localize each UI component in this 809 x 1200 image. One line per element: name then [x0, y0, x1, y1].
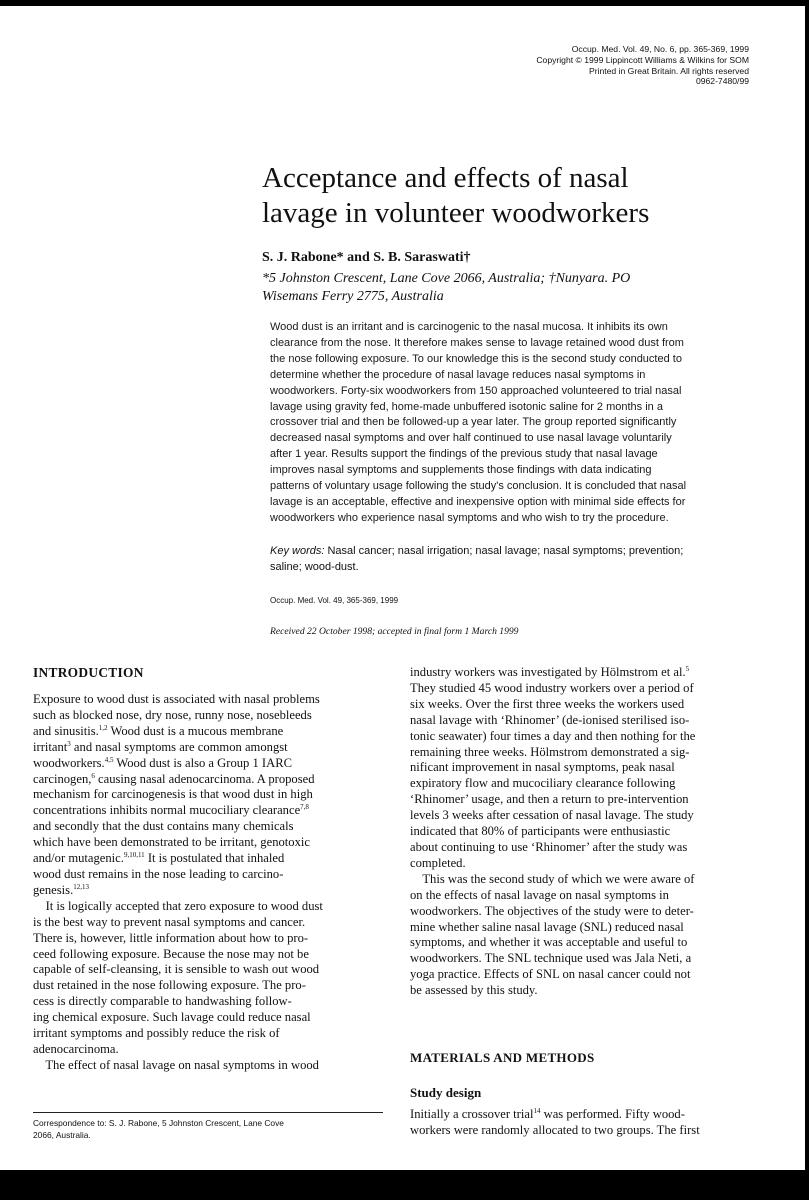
line-text: ing chemical exposure. Such lavage could reduce nasal	[33, 1010, 311, 1025]
text-line	[410, 935, 758, 951]
study-design-text	[410, 1107, 758, 1139]
issn-line: 0962-7480/99	[695, 76, 749, 87]
abstract-line: clearance from the nose. It therefore makes sense to lavage retained wood dust from	[270, 336, 684, 349]
scan-border-right	[805, 0, 809, 1200]
text-line	[33, 1026, 383, 1042]
abstract-line: improves nasal symptoms and supplements those findings with data indicating	[270, 464, 652, 477]
line-text: remaining three weeks. Hölmstrom demonstrated a sig-	[410, 744, 690, 759]
text-line	[33, 915, 383, 931]
keywords-line	[270, 544, 760, 560]
scan-border-bottom	[0, 1170, 809, 1200]
line-text: Initially a crossover trial	[410, 1107, 534, 1121]
text-line	[410, 697, 758, 713]
line-text: symptoms, and whether it was acceptable and useful to	[410, 935, 688, 950]
citation-superscript: 12,13	[73, 882, 89, 891]
line-text-cont: Wood dust is also a Group 1 IARC	[113, 755, 293, 770]
line-text: and sinusitis.	[33, 723, 99, 738]
paper-title	[262, 161, 762, 231]
text-line	[33, 994, 383, 1010]
text-line	[410, 1107, 758, 1123]
line-text: They studied 45 wood industry workers over a period of	[410, 680, 694, 695]
line-text: It is logically accepted that zero exposure to wood dust	[33, 898, 323, 913]
line-text: which have been demonstrated to be irritant, genotoxic	[33, 835, 310, 850]
keywords-text: Nasal cancer; nasal irrigation; nasal lavage; nasal symptoms; prevention;	[324, 545, 684, 557]
left-column-text	[33, 692, 383, 1074]
line-text: irritant	[33, 739, 68, 754]
text-line	[410, 856, 758, 872]
line-text: genesis.	[33, 882, 74, 897]
line-text-cont: causing nasal adenocarcinoma. A proposed	[94, 771, 315, 786]
line-text: indicated that 80% of participants were enthusiastic	[410, 824, 671, 839]
author-list: S. J. Rabone* and S. B. Saraswati†	[262, 250, 471, 265]
line-text: wood dust remains in the nose leading to carcino-	[33, 866, 284, 881]
subsection-heading-study-design: Study design	[410, 1085, 482, 1100]
keywords-line: saline; wood-dust.	[270, 560, 359, 573]
abstract-line: decreased nasal symptoms and over half continued to use nasal lavage voluntarily	[270, 432, 672, 445]
text-line	[410, 776, 758, 792]
abstract-line: the nose following exposure. To our knowledge this is the second study conducted to	[270, 352, 682, 365]
line-text: woodworkers.	[33, 755, 105, 770]
line-text: and secondly that the dust contains many chemicals	[33, 819, 294, 834]
citation-superscript: 4,5	[104, 755, 114, 764]
text-line	[410, 1123, 758, 1139]
line-text: ‘Rhinomer’ usage, and then a return to pre-intervention	[410, 792, 689, 807]
line-text: woodworkers. The SNL technique used was Jala Neti, a	[410, 951, 692, 966]
text-line	[33, 962, 383, 978]
abstract-line: lavage using gravity fed, home-made unbuffered isotonic saline for 2 months in a	[270, 400, 663, 413]
copyright-line: Copyright © 1999 Lippincott Williams & Wilkins for SOM	[536, 54, 749, 65]
citation: Occup. Med. Vol. 49, 365-369, 1999	[270, 596, 399, 605]
title-line: lavage in volunteer woodworkers	[262, 197, 650, 229]
title-line: Acceptance and effects of nasal	[262, 162, 629, 194]
abstract-line: lavage is an acceptable, effective and inexpensive option with minimal side effects for	[270, 495, 686, 508]
text-line	[33, 867, 383, 883]
text-line	[33, 883, 383, 899]
line-text: about continuing to use ‘Rhinomer’ after the study was	[410, 839, 688, 854]
line-text: expiratory flow and mucociliary clearance following	[410, 776, 676, 791]
text-line	[33, 756, 383, 772]
line-text: There is, however, little information about how to pro-	[33, 930, 309, 945]
received-dates: Received 22 October 1998; accepted in final form 1 March 1999	[270, 626, 519, 637]
keywords-label: Key words:	[270, 545, 325, 557]
line-text: completed.	[410, 855, 466, 870]
text-line	[33, 724, 383, 740]
line-text: This was the second study of which we were aware of	[410, 871, 695, 886]
line-text: carcinogen,	[33, 771, 92, 786]
journal-header	[409, 44, 749, 87]
line-text: capable of self-cleansing, it is sensible to wash out wood	[33, 962, 320, 977]
affiliation-line: Wisemans Ferry 2775, Australia	[262, 289, 444, 304]
text-line	[33, 1010, 383, 1026]
text-line	[410, 713, 758, 729]
line-text: on the effects of nasal lavage on nasal symptoms in	[410, 887, 669, 902]
line-text: mechanism for carcinogenesis is that wood dust in high	[33, 787, 313, 802]
text-line	[33, 1058, 383, 1074]
printed-line: Printed in Great Britain. All rights reserved	[588, 65, 749, 76]
line-text-cont: Wood dust is a mucous membrane	[107, 723, 284, 738]
text-line	[410, 888, 758, 904]
citation-superscript: 1,2	[98, 723, 108, 732]
line-text: workers were randomly allocated to two groups. The first	[410, 1122, 700, 1137]
text-line	[410, 681, 758, 697]
line-text: adenocarcinoma.	[33, 1041, 119, 1056]
text-line	[410, 745, 758, 761]
line-text-cont: It is postulated that inhaled	[144, 851, 285, 866]
text-line	[410, 792, 758, 808]
section-heading-introduction: INTRODUCTION	[33, 665, 144, 680]
line-text-cont: was performed. Fifty wood-	[540, 1107, 685, 1121]
line-text: nificant improvement in nasal symptoms, peak nasal	[410, 760, 675, 775]
abstract-line: woodworkers. Forty-six woodworkers from 150 approached volunteered to trial nasal	[270, 384, 682, 397]
line-text: such as blocked nose, dry nose, runny nose, nosebleeds	[33, 707, 312, 722]
text-line	[33, 851, 383, 867]
line-text: is the best way to prevent nasal symptoms and cancer.	[33, 914, 306, 929]
scan-border-top	[0, 0, 809, 6]
line-text: cess is directly comparable to handwashing follow-	[33, 994, 292, 1009]
text-line	[33, 787, 383, 803]
footnote-line: Correspondence to: S. J. Rabone, 5 Johnston Crescent, Lane Cove	[33, 1118, 284, 1128]
line-text: yoga practice. Effects of SNL on nasal cancer could not	[410, 967, 691, 982]
abstract	[270, 320, 750, 527]
text-line	[410, 824, 758, 840]
keywords	[270, 544, 760, 576]
text-line	[410, 665, 758, 681]
text-line	[410, 920, 758, 936]
affiliation-line: *5 Johnston Crescent, Lane Cove 2066, Australia; †Nunyara. PO	[262, 271, 631, 286]
line-text: and/or mutagenic.	[33, 851, 124, 866]
text-line	[33, 978, 383, 994]
affiliations	[262, 270, 742, 306]
line-text: ceed following exposure. Because the nose may not be	[33, 946, 309, 961]
line-text: tonic seawater) four times a day and then nothing for the	[410, 728, 696, 743]
line-text: concentrations inhibits normal mucociliary clearance	[33, 803, 301, 818]
line-text: six weeks. Over the first three weeks the workers used	[410, 696, 685, 711]
line-text: be assessed by this study.	[410, 983, 538, 998]
citation-superscript: 3	[67, 739, 71, 748]
line-text: dust retained in the nose following exposure. The pro-	[33, 978, 306, 993]
section-heading-methods: MATERIALS AND METHODS	[410, 1050, 595, 1065]
abstract-line: crossover trial and then be followed-up a year later. The group reported significantly	[270, 416, 677, 429]
abstract-line: patterns of voluntary usage following the study's conclusion. It is concluded that nasal	[270, 480, 687, 493]
text-line	[410, 967, 758, 983]
text-line	[410, 983, 758, 999]
text-line	[410, 808, 758, 824]
text-line	[33, 835, 383, 851]
citation-superscript: 9,10,11	[123, 851, 145, 859]
abstract-line: after 1 year. Results support the findings of the previous study that nasal lavage	[270, 448, 658, 461]
line-text: levels 3 weeks after cessation of nasal lavage. The study	[410, 808, 694, 823]
text-line	[410, 951, 758, 967]
right-column-text	[410, 665, 758, 999]
citation-superscript: 7,8	[300, 803, 309, 812]
abstract-line: Wood dust is an irritant and is carcinogenic to the nasal mucosa. It inhibits its own	[270, 321, 668, 333]
text-line	[410, 904, 758, 920]
text-line	[33, 772, 383, 788]
text-line	[33, 819, 383, 835]
text-line	[410, 872, 758, 888]
line-text: irritant symptoms and possibly reduce the risk of	[33, 1026, 280, 1041]
correspondence-footnote	[33, 1117, 383, 1141]
abstract-line: woodworkers who experience nasal symptoms and who wish to try the procedure.	[270, 511, 669, 524]
citation-superscript: 6	[91, 771, 95, 780]
footnote-divider	[33, 1112, 383, 1113]
text-line	[33, 1042, 383, 1058]
text-line	[410, 760, 758, 776]
line-text: industry workers was investigated by Hölmstrom et al.	[410, 665, 686, 679]
text-line	[33, 803, 383, 819]
footnote-line: 2066, Australia.	[33, 1130, 91, 1140]
line-text: mine whether saline nasal lavage (SNL) reduced nasal	[410, 919, 684, 934]
line-text: Exposure to wood dust is associated with nasal problems	[33, 692, 320, 706]
text-line	[33, 931, 383, 947]
citation-superscript: 14	[533, 1107, 541, 1115]
text-line	[33, 899, 383, 915]
text-line	[410, 840, 758, 856]
line-text-cont: and nasal symptoms are common amongst	[70, 739, 288, 754]
line-text: nasal lavage with ‘Rhinomer’ (de-ionised sterilised iso-	[410, 712, 690, 727]
text-line	[410, 729, 758, 745]
citation-superscript: 5	[685, 665, 690, 673]
abstract-line: determine whether the procedure of nasal lavage reduces nasal symptoms in	[270, 368, 646, 381]
text-line	[33, 708, 383, 724]
journal-citation-line: Occup. Med. Vol. 49, No. 6, pp. 365-369, 1999	[571, 44, 749, 54]
text-line	[33, 947, 383, 963]
line-text: woodworkers. The objectives of the study were to deter-	[410, 903, 694, 918]
text-line	[33, 740, 383, 756]
text-line	[33, 692, 383, 708]
line-text: The effect of nasal lavage on nasal symptoms in wood	[33, 1057, 319, 1072]
